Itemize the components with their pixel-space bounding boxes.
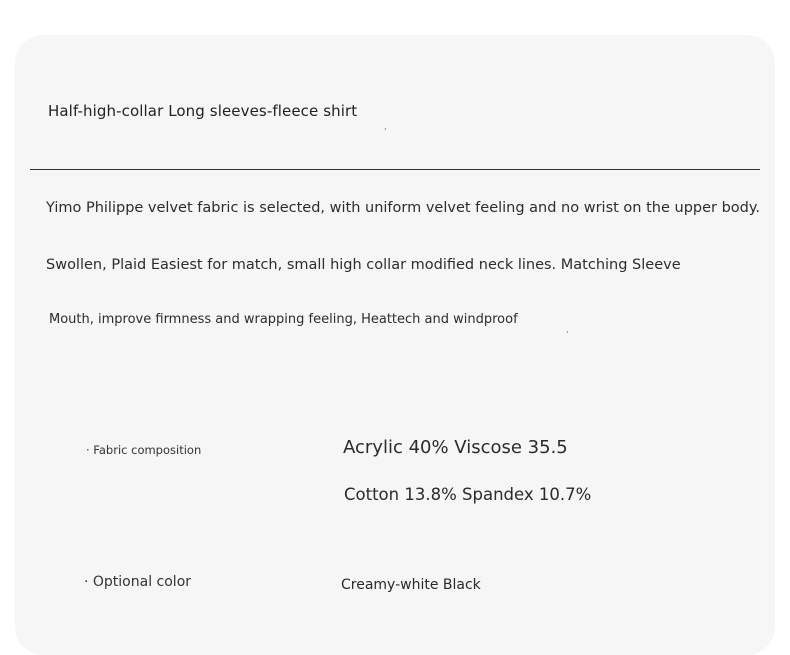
product-title: Half-high-collar Long sleeves-fleece shirt <box>48 102 358 120</box>
description-line-1: Yimo Philippe velvet fabric is selected, with uniform velvet feeling and no wrist on the upper body. <box>46 200 760 216</box>
description-line-3: Mouth, improve firmness and wrapping feeling, Heattech and windproof <box>49 312 518 327</box>
title-divider <box>30 169 760 170</box>
optional-color-label: · Optional color <box>84 574 192 590</box>
description-line-2: Swollen, Plaid Easiest for match, small high collar modified neck lines. Matching Sleeve <box>46 257 681 273</box>
optional-color-value: Creamy-white Black <box>341 577 481 593</box>
fabric-composition-value-2: Cotton 13.8% Spandex 10.7% <box>344 485 592 504</box>
product-detail-card <box>15 35 775 655</box>
fabric-composition-label: · Fabric composition <box>86 443 202 457</box>
decorative-dot: , <box>566 325 569 334</box>
fabric-composition-value-1: Acrylic 40% Viscose 35.5 <box>343 437 568 458</box>
decorative-dot: , <box>384 122 387 131</box>
